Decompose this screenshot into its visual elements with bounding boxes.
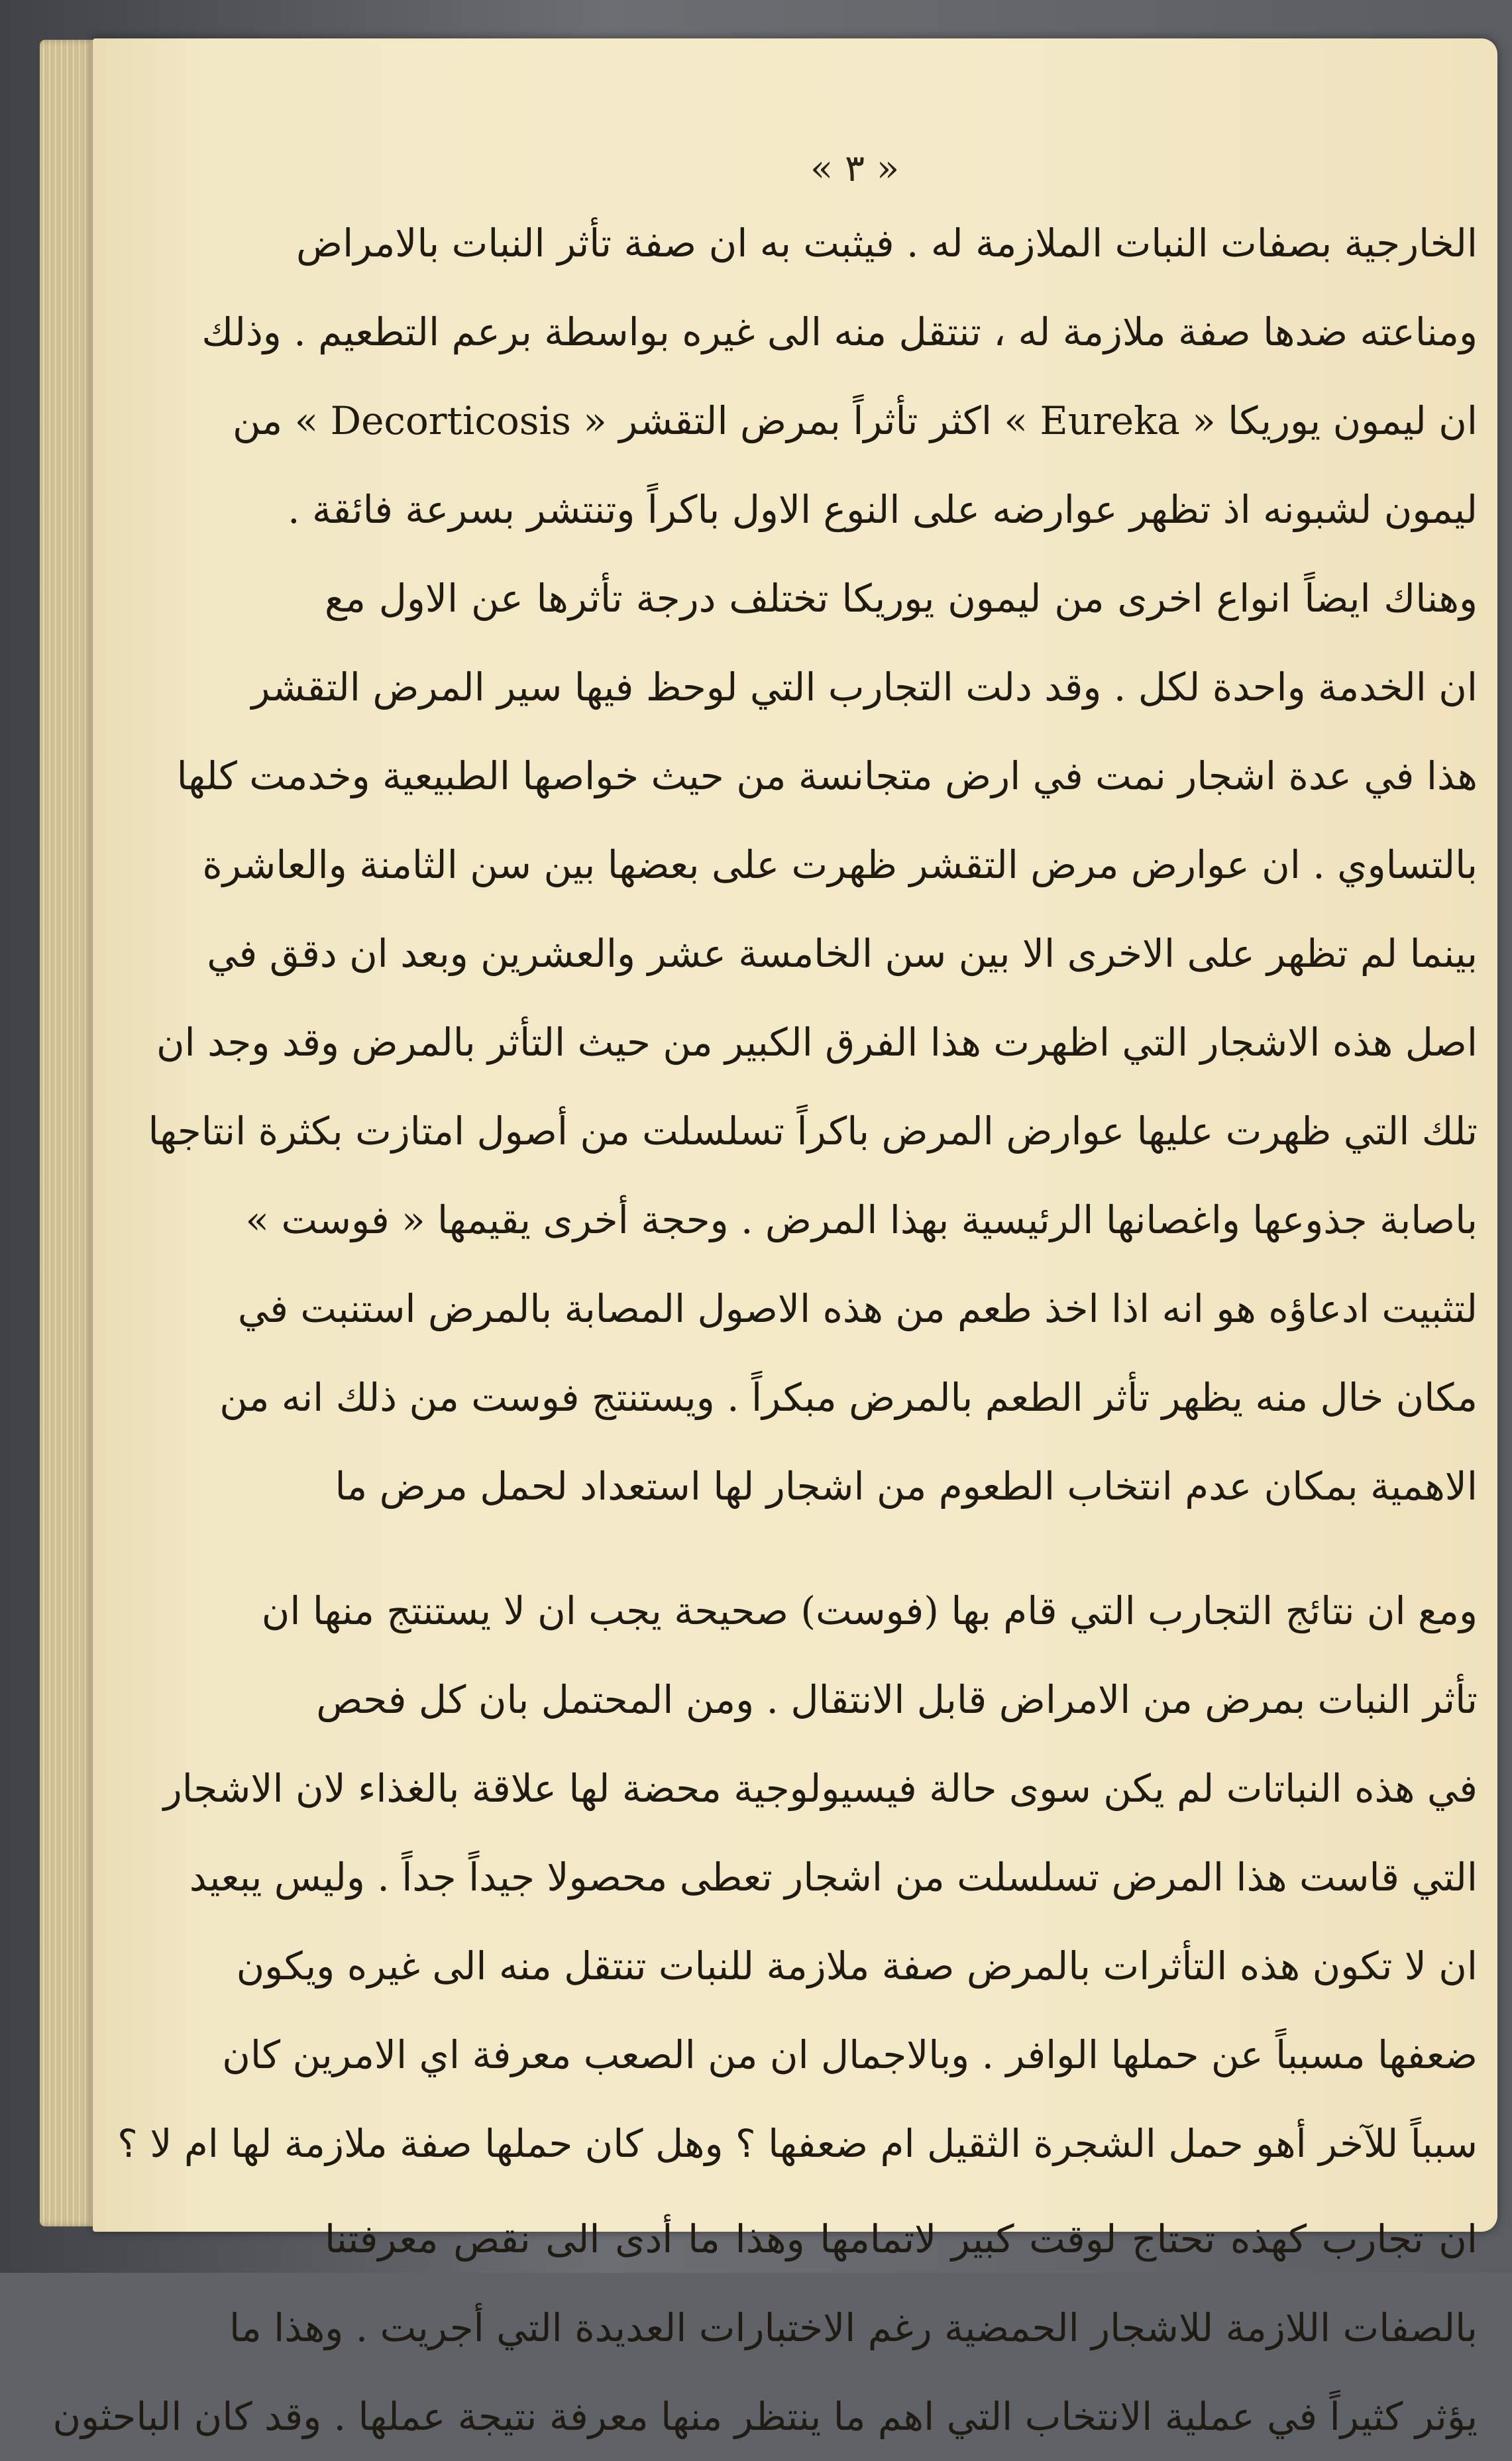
- text-line: ومناعته ضدها صفة ملازمة له ، تنتقل منه الى غيره بواسطة برعم التطعيم . وذلك: [201, 309, 1478, 355]
- paragraph-gap: [325, 2188, 1478, 2195]
- text-line: ومع ان نتائج التجارب التي قام بها (فوست) صحيحة يجب ان لا يستنتج منها ان: [261, 1588, 1478, 1633]
- text-line: ان الخدمة واحدة لكل . وقد دلت التجارب التي لوحظ فيها سير المرض التقشر: [251, 665, 1478, 710]
- text-line: تأثر النبات بمرض من الامراض قابل الانتقال . ومن المحتمل بان كل فحص: [316, 1677, 1478, 1722]
- page-number: « ٣ »: [810, 147, 900, 190]
- text-line: بينما لم تظهر على الاخرى الا بين سن الخامسة عشر والعشرين وبعد ان دقق في: [207, 931, 1478, 976]
- text-line: في هذه النباتات لم يكن سوى حالة فيسيولوجية محضة لها علاقة بالغذاء لان الاشجار: [163, 1766, 1478, 1811]
- text-line: ان لا تكون هذه التأثرات بالمرض صفة ملازمة للنبات تنتقل منه الى غيره ويكون: [236, 1943, 1478, 1989]
- text-line: باصابة جذوعها واغصانها الرئيسية بهذا المرض . وحجة أخرى يقيمها « فوست »: [245, 1197, 1478, 1242]
- text-line: يؤثر كثيراً في عملية الانتخاب التي اهم ما ينتظر منها معرفة نتيجة عملها . وقد كان الباحثون: [52, 2394, 1478, 2439]
- text-line: ضعفها مسبباً عن حملها الوافر . وبالاجمال ان من الصعب معرفة اي الامرين كان: [222, 2032, 1478, 2077]
- text-line: لتثبيت ادعاؤه هو انه اذا اخذ طعم من هذه الاصول المصابة بالمرض استنبت في: [237, 1286, 1478, 1331]
- text-line: وهناك ايضاً انواع اخرى من ليمون يوريكا تختلف درجة تأثرها عن الاول مع: [325, 576, 1478, 621]
- text-line: مكان خال منه يظهر تأثر الطعم بالمرض مبكراً . ويستنتج فوست من ذلك انه من: [219, 1375, 1478, 1420]
- text-block: [52, 199, 1478, 2461]
- text-line: ان ليمون يوريكا « Eureka » اكثر تأثراً بمرض التقشر « Decorticosis » من: [232, 398, 1478, 443]
- text-line: التي قاست هذا المرض تسلسلت من اشجار تعطى محصولا جيداً جداً . وليس يبعيد: [189, 1855, 1478, 1900]
- text-line: سبباً للآخر أهو حمل الشجرة الثقيل ام ضعفها ؟ وهل كان حملها صفة ملازمة لها ام لا ؟: [117, 2121, 1478, 2166]
- text-line: بالتساوي . ان عوارض مرض التقشر ظهرت على بعضها بين سن الثامنة والعاشرة: [202, 842, 1478, 887]
- text-line: ان تجارب كهذه تحتاج لوقت كبير لاتمامها وهذا ما أدى الى نقص معرفتنا: [325, 2216, 1478, 2262]
- text-line: الخارجية بصفات النبات الملازمة له . فيثبت به ان صفة تأثر النبات بالامراض: [296, 221, 1478, 266]
- text-line: تلك التي ظهرت عليها عوارض المرض باكراً تسلسلت من أصول امتازت بكثرة انتاجها: [148, 1109, 1478, 1154]
- text-line: اصل هذه الاشجار التي اظهرت هذا الفرق الكبير من حيث التأثر بالمرض وقد وجد ان: [156, 1020, 1478, 1065]
- paragraph: [117, 1566, 1478, 2188]
- paragraph: [52, 2195, 1478, 2461]
- paragraph: [148, 199, 1478, 1531]
- text-line: ليمون لشبونه اذ تظهر عوارضه على النوع الاول باكراً وتنتشر بسرعة فائقة .: [288, 487, 1478, 532]
- text-line: الاهمية بمكان عدم انتخاب الطعوم من اشجار لها استعداد لحمل مرض ما: [335, 1464, 1478, 1509]
- paragraph-gap: [325, 1531, 1478, 1566]
- text-line: بالصفات اللازمة للاشجار الحمضية رغم الاختبارات العديدة التي أجريت . وهذا ما: [229, 2305, 1478, 2350]
- text-line: هذا في عدة اشجار نمت في ارض متجانسة من حيث خواصها الطبيعية وخدمت كلها: [176, 753, 1478, 798]
